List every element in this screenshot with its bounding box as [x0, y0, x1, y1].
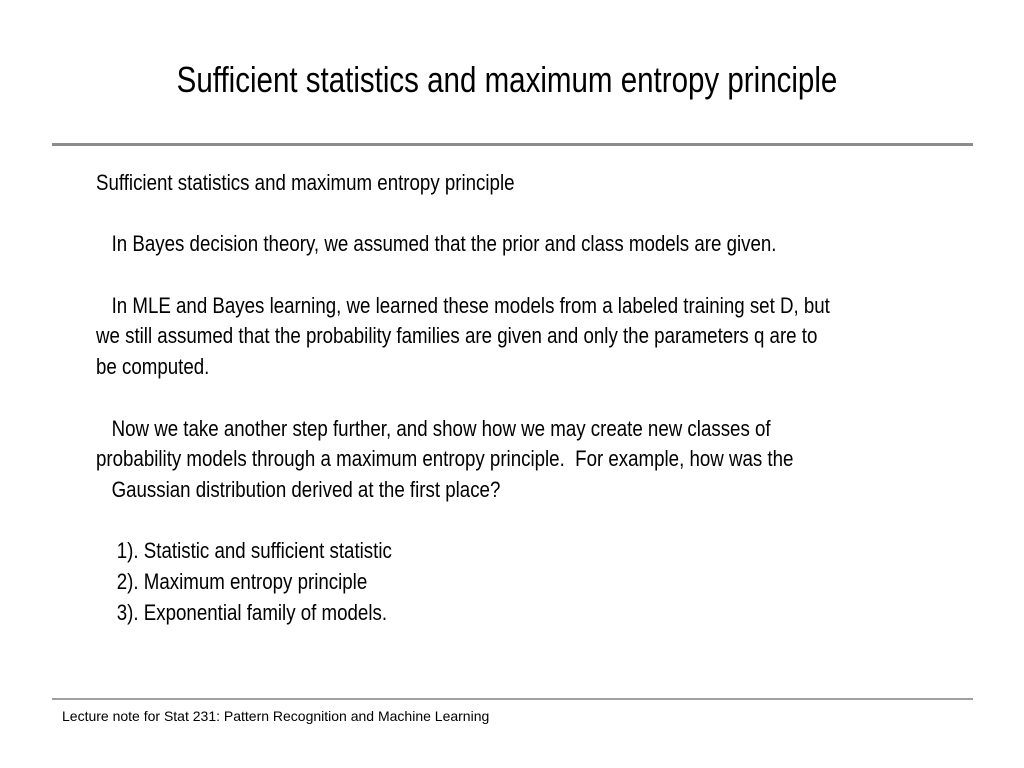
slide-title: Sufficient statistics and maximum entropy principle [176, 59, 838, 100]
paragraph-maxent-line-1: Now we take another step further, and show how we may create new classes of [96, 415, 771, 441]
list-item: 2). Maximum entropy principle [96, 568, 368, 594]
spacer [96, 506, 946, 537]
slide-footer: Lecture note for Stat 231: Pattern Recognition and Machine Learning [62, 708, 490, 724]
spacer [96, 383, 946, 414]
paragraph-mle-line-3: be computed. [96, 354, 210, 380]
bottom-divider [52, 698, 973, 700]
body-heading: Sufficient statistics and maximum entropy principle [96, 170, 515, 195]
spacer [96, 260, 946, 291]
paragraph-bayes-decision: In Bayes decision theory, we assumed that the prior and class models are given. [96, 231, 777, 257]
slide-body [96, 168, 946, 628]
list-item: 1). Statistic and sufficient statistic [96, 538, 392, 564]
paragraph-maxent-line-3: Gaussian distribution derived at the first place? [96, 476, 501, 502]
spacer [96, 199, 946, 230]
paragraph-mle-line-1: In MLE and Bayes learning, we learned these models from a labeled training set D, but [96, 292, 830, 318]
list-item: 3). Exponential family of models. [96, 599, 388, 625]
top-divider [52, 143, 973, 146]
paragraph-maxent-line-2: probability models through a maximum entropy principle. For example, how was the [96, 446, 794, 472]
paragraph-mle-line-2: we still assumed that the probability families are given and only the parameters q are to [96, 323, 818, 349]
